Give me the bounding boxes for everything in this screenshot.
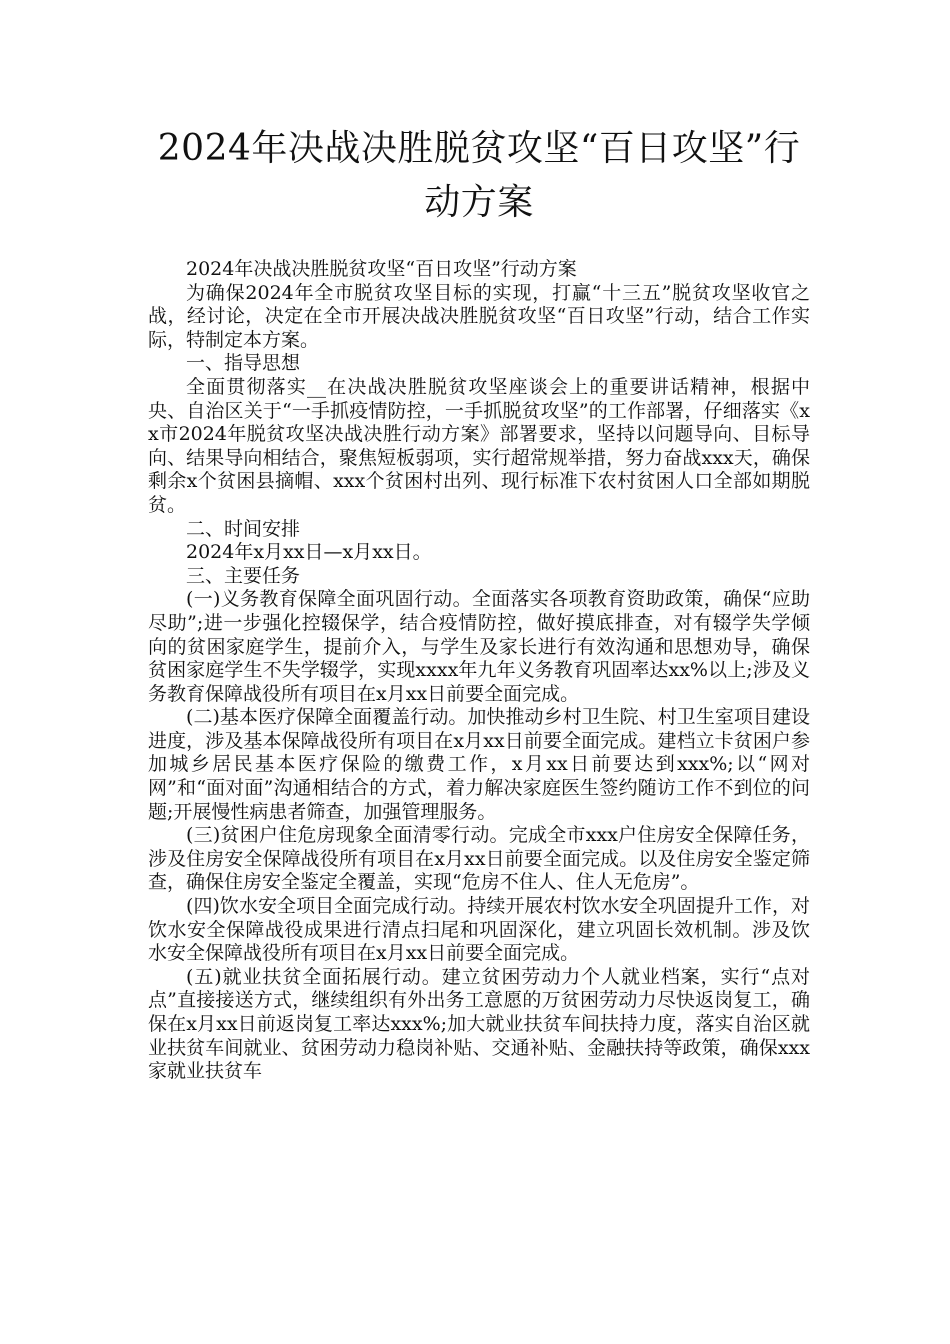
paragraph-intro: 为确保2024年全市脱贫攻坚目标的实现，打赢“十三五”脱贫攻坚收官之战，经讨论，决定在全市开展决战决胜脱贫攻坚“百日攻坚”行动，结合工作实际，特制定本方案。 bbox=[148, 281, 810, 351]
paragraph-task-housing: (三)贫困户住危房现象全面清零行动。完成全市xxx户住房安全保障任务，涉及住房安全保障战役所有项目在x月xx日前要全面完成。以及住房安全鉴定筛查，确保住房安全鉴定全覆盖，实现“危房不住人、住人无危房”。 bbox=[148, 824, 810, 894]
heading-guiding-ideology: 一、指导思想 bbox=[186, 352, 301, 375]
paragraph-task-water: (四)饮水安全项目全面完成行动。持续开展农村饮水安全巩固提升工作，对饮水安全保障战役成果进行清点扫尾和巩固深化，建立巩固长效机制。涉及饮水安全保障战役所有项目在x月xx日前要全面完成。 bbox=[148, 895, 810, 965]
paragraph-task-medical: (二)基本医疗保障全面覆盖行动。加快推动乡村卫生院、村卫生室项目建设进度，涉及基本保障战役所有项目在x月xx日前要全面完成。建档立卡贫困户参加城乡居民基本医疗保险的缴费工作，x月xx日前要达到xxx%;以“网对网”和“面对面”沟通相结合的方式，着力解决家庭医生签约随访工作不到位的问题;开展慢性病患者筛查，加强管理服务。 bbox=[148, 706, 810, 823]
paragraph-subtitle: 2024年决战决胜脱贫攻坚“百日攻坚”行动方案 bbox=[186, 258, 577, 280]
paragraph-schedule: 2024年x月xx日—x月xx日。 bbox=[186, 541, 432, 564]
heading-schedule: 二、时间安排 bbox=[186, 517, 301, 540]
paragraph-task-employment: (五)就业扶贫全面拓展行动。建立贫困劳动力个人就业档案，实行“点对点”直接接送方式，继续组织有外出务工意愿的万贫困劳动力尽快返岗复工，确保在x月xx日前返岗复工率达xxx%;加大就业扶贫车间扶持力度，落实自治区就业扶贫车间就业、贫困劳动力稳岗补贴、交通补贴、金融扶持等政策，确保xxx家就业扶贫车 bbox=[148, 965, 810, 1083]
paragraph-guiding-ideology: 全面贯彻落实__在决战决胜脱贫攻坚座谈会上的重要讲话精神，根据中央、自治区关于“一手抓疫情防控，一手抓脱贫攻坚”的工作部署，仔细落实《xx市2024年脱贫攻坚决战决胜行动方案》部署要求，坚持以问题导向、目标导向、结果导向相结合，聚焦短板弱项，实行超常规举措，努力奋战xxx天，确保剩余x个贫困县摘帽、xxx个贫困村出列、现行标准下农村贫困人口全部如期脱贫。 bbox=[148, 375, 810, 516]
document-title: 2024年决战决胜脱贫攻坚“百日攻坚”行动方案 bbox=[157, 128, 801, 223]
document-body bbox=[148, 258, 810, 1084]
heading-main-tasks: 三、主要任务 bbox=[186, 564, 301, 587]
paragraph-task-education: (一)义务教育保障全面巩固行动。全面落实各项教育资助政策，确保“应助尽助”;进一步强化控辍保学，结合疫情防控，做好摸底排查，对有辍学失学倾向的贫困家庭学生，提前介入，与学生及家长进行有效沟通和思想劝导，确保贫困家庭学生不失学辍学，实现xxxx年九年义务教育巩固率达xx%以上;涉及义务教育保障战役所有项目在x月xx日前要全面完成。 bbox=[148, 588, 810, 705]
